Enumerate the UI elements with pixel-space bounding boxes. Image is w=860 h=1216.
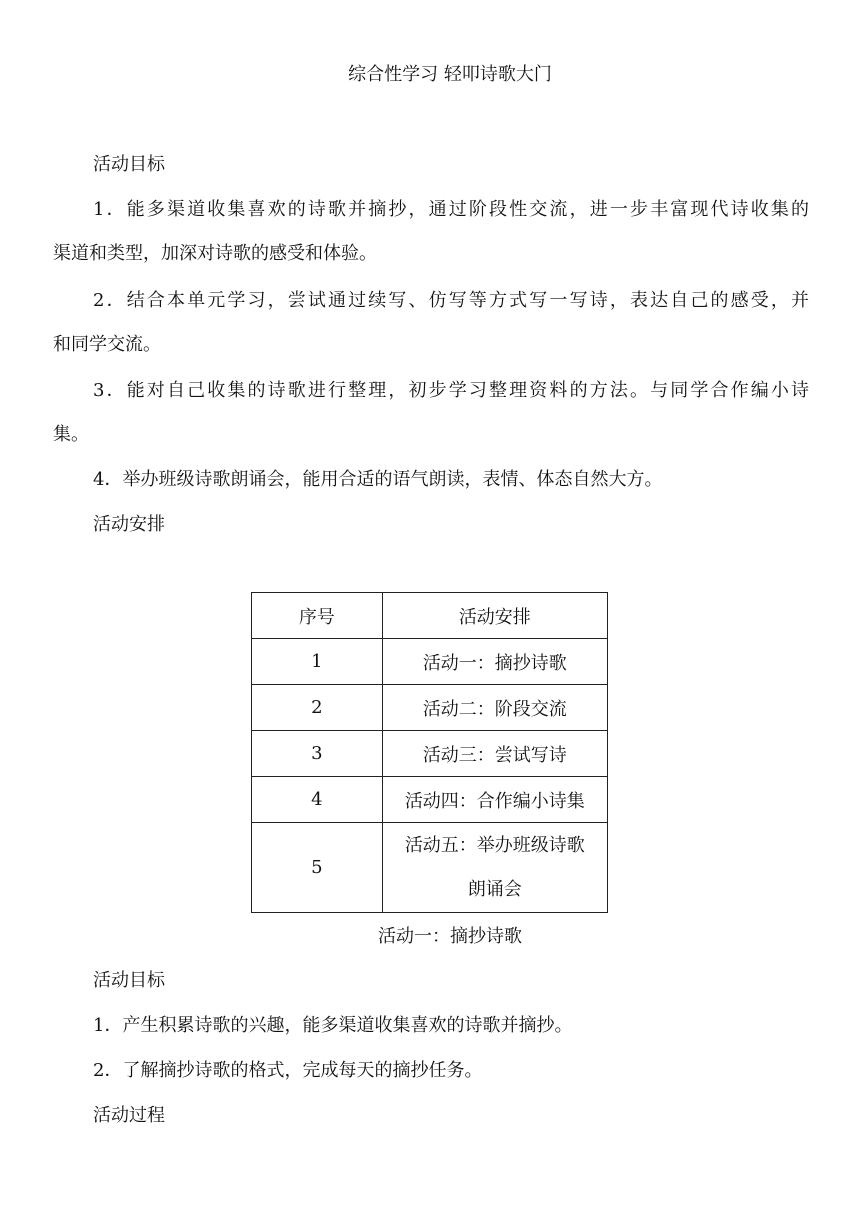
activity-table	[251, 592, 608, 913]
table-row	[252, 777, 608, 823]
activity1-process-heading: 活动过程	[93, 1105, 165, 1126]
goal-3-line-2: 集。	[53, 424, 89, 445]
activity1-caption: 活动一：摘抄诗歌	[378, 926, 522, 947]
table-cell-activity: 活动三：尝试写诗	[382, 731, 607, 777]
table-cell-activity-line-2: 朗诵会	[467, 878, 522, 900]
table-cell-activity: 活动四：合作编小诗集	[382, 777, 607, 823]
goals-heading: 活动目标	[93, 154, 165, 175]
table-cell-activity: 活动二：阶段交流	[382, 685, 607, 731]
table-cell-no: 1	[252, 639, 383, 685]
goal-2-line-1: 2．结合本单元学习，尝试通过续写、仿写等方式写一写诗，表达自己的感受，并	[93, 290, 809, 311]
goal-1-line-1: 1．能多渠道收集喜欢的诗歌并摘抄，通过阶段性交流，进一步丰富现代诗收集的	[93, 199, 809, 220]
activity1-goal-2: 2．了解摘抄诗歌的格式，完成每天的摘抄任务。	[93, 1060, 483, 1081]
table-cell-activity	[382, 823, 607, 913]
table-row	[252, 685, 608, 731]
table-cell-no: 3	[252, 731, 383, 777]
goal-2-line-2: 和同学交流。	[53, 334, 161, 355]
table-header-row	[252, 593, 608, 639]
table-cell-activity-line-1: 活动五：举办班级诗歌	[404, 834, 585, 856]
goal-3-line-1: 3．能对自己收集的诗歌进行整理，初步学习整理资料的方法。与同学合作编小诗	[93, 380, 809, 401]
activity1-goal-1: 1．产生积累诗歌的兴趣，能多渠道收集喜欢的诗歌并摘抄。	[93, 1015, 573, 1036]
table-cell-no: 4	[252, 777, 383, 823]
page-title: 综合性学习 轻叩诗歌大门	[348, 64, 552, 85]
arrangement-heading: 活动安排	[93, 514, 165, 535]
table-cell-no: 2	[252, 685, 383, 731]
activity1-goals-heading: 活动目标	[93, 970, 165, 991]
table-row	[252, 639, 608, 685]
table-cell-no: 5	[252, 823, 383, 913]
goal-1-line-2: 渠道和类型，加深对诗歌的感受和体验。	[53, 243, 377, 264]
table-row	[252, 731, 608, 777]
goal-4-line-1: 4．举办班级诗歌朗诵会，能用合适的语气朗读，表情、体态自然大方。	[93, 469, 663, 490]
table-header-cell: 序号	[252, 593, 383, 639]
table-header-cell: 活动安排	[382, 593, 607, 639]
table-cell-activity: 活动一：摘抄诗歌	[382, 639, 607, 685]
table-row	[252, 823, 608, 913]
